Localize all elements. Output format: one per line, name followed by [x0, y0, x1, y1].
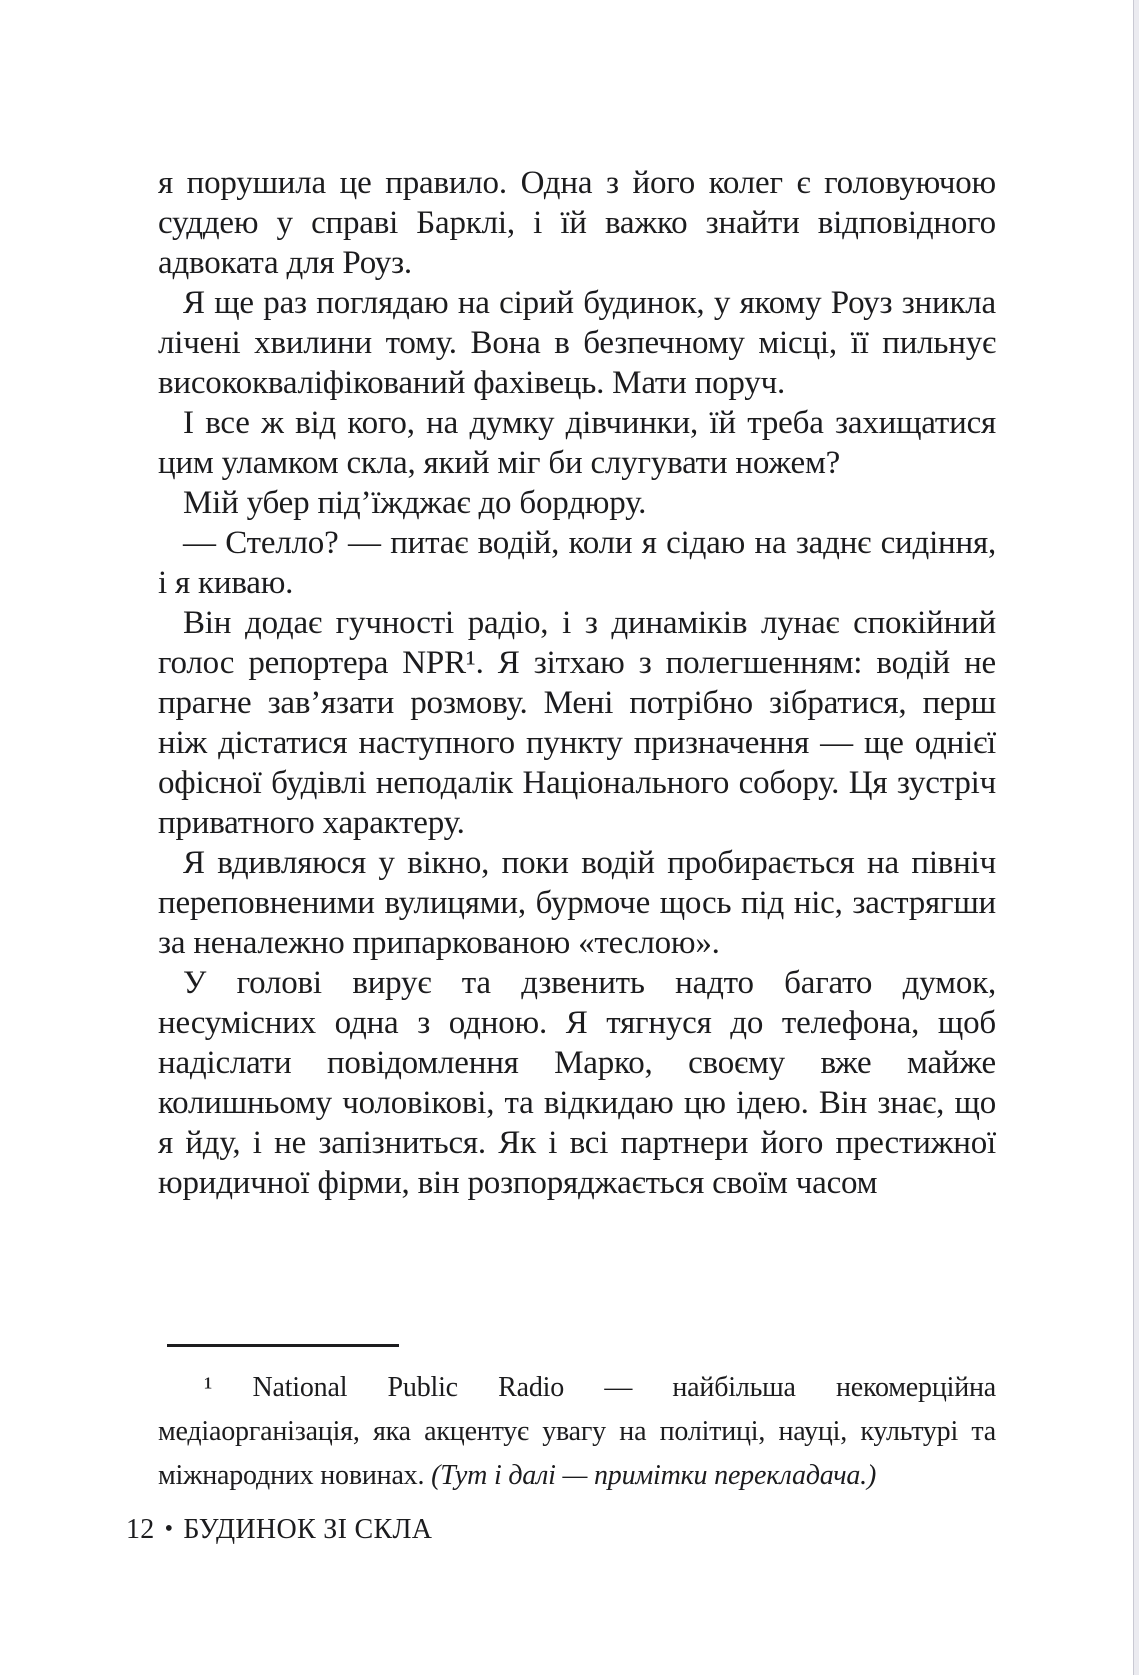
footnote-translator-note: (Тут і далі — примітки перекладача.)	[431, 1460, 877, 1491]
footnote-block	[158, 1366, 996, 1498]
footnote-paragraph	[158, 1366, 996, 1498]
body-paragraph: Він додає гучності радіо, і з динаміків лунає спокійний голос репортера NPR¹. Я зітхаю з полегшенням: водій не прагне зав’язати розмову. Мені потрібно зібратися, перш ніж дістатися наступного пункту призначення — ще однієї офісної будівлі неподалік Національного собору. Ця зустріч приватного характеру.	[158, 605, 996, 841]
page-right-edge	[1133, 0, 1139, 1675]
footnote-marker: ¹	[204, 1372, 253, 1403]
footnote-divider-rule	[167, 1344, 399, 1347]
body-text-block	[158, 163, 996, 1203]
footnote-text: National Public Radio — найбільша некомерційна медіаорганізація, яка акцентує увагу на політиці, науці, культурі та міжнародних новинах.	[158, 1372, 996, 1491]
body-paragraph: Мій убер під’їжджає до бордюру.	[183, 485, 647, 521]
body-paragraph: Я ще раз поглядаю на сірий будинок, у якому Роуз зникла лічені хвилини тому. Вона в безпечному місці, її пильнує висококваліфікований фахівець. Мати поруч.	[158, 285, 996, 401]
page-number: 12	[126, 1514, 155, 1545]
body-paragraph: Я вдивляюся у вікно, поки водій пробирається на північ переповненими вулицями, бурмоче щось під ніс, застрягши за неналежно припаркованою «теслою».	[158, 845, 996, 961]
footer-bullet-separator: •	[164, 1516, 174, 1542]
body-paragraph: У голові вирує та дзвенить надто багато думок, несумісних одна з одною. Я тягнуся до телефона, щоб надіслати повідомлення Марко, своєму вже майже колишньому чоловікові, та відкидаю цю ідею. Він знає, що я йду, і не запізниться. Як і всі партнери його престижної юридичної фірми, він розпоряджається своїм часом	[158, 965, 996, 1201]
running-footer	[126, 1512, 432, 1547]
running-title: БУДИНОК ЗІ СКЛА	[183, 1514, 433, 1545]
body-paragraph: я порушила це правило. Одна з його колег є головуючою суддею у справі Барклі, і їй важко знайти відповідного адвоката для Роуз.	[158, 165, 996, 281]
body-paragraph: І все ж від кого, на думку дівчинки, їй треба захищатися цим уламком скла, який міг би слугувати ножем?	[158, 405, 996, 481]
body-paragraph-dialogue: — Стелло? — питає водій, коли я сідаю на заднє сидіння, і я киваю.	[158, 525, 996, 601]
